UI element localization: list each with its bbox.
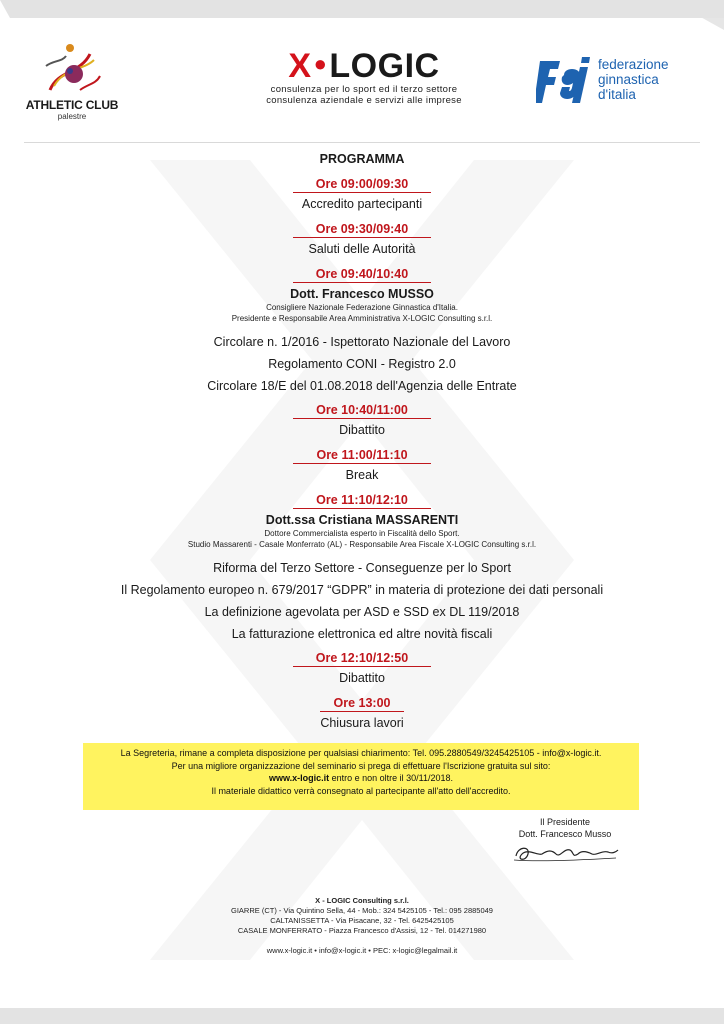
athletic-club-logo: [22, 40, 122, 121]
slot-6-speaker: Dott.ssa Cristiana MASSARENTI: [265, 513, 459, 527]
fgi-line-1: federazione: [598, 57, 669, 72]
program-title: PROGRAMMA: [319, 152, 405, 166]
info-line-3-rest: entro e non oltre il 30/11/2018.: [329, 773, 454, 783]
athletic-club-name: ATHLETIC CLUB: [25, 98, 119, 112]
footer: [160, 896, 564, 956]
slot-3-topic: Circolare 18/E del 01.08.2018 dell'Agenzia delle Entrate: [207, 379, 517, 393]
xlogic-brand-rest: LOGIC: [329, 47, 440, 85]
xlogic-tagline-1: consulenza per lo sport ed il terzo settore: [270, 84, 458, 95]
president-title: Il Presidente: [539, 817, 591, 827]
slot-5-text: Break: [345, 468, 379, 482]
slot-1-time: Ore 09:00/09:30: [293, 176, 431, 193]
slot-4-time: Ore 10:40/11:00: [293, 402, 431, 419]
program-section: [62, 152, 662, 740]
xlogic-logo: [236, 46, 492, 106]
slot-3-topic: Regolamento CONI - Registro 2.0: [268, 357, 456, 371]
slot-6-role-1: Dottore Commercialista esperto in Fiscalità dello Sport.: [264, 529, 460, 538]
athletic-club-sub: palestre: [57, 112, 87, 121]
footer-company: X - LOGIC Consulting s.r.l.: [315, 896, 409, 905]
header-divider: [24, 142, 700, 143]
xlogic-dot-icon: ●: [313, 51, 328, 76]
fgi-emblem-icon: [536, 53, 596, 109]
slot-5-time: Ore 11:00/11:10: [293, 447, 431, 464]
slot-2-text: Saluti delle Autorità: [308, 242, 416, 256]
footer-address-3: CASALE MONFERRATO - Piazza Francesco d'Assisi, 12 - Tel. 014271980: [237, 926, 487, 935]
slot-4-text: Dibattito: [339, 423, 385, 437]
xlogic-tagline-2: consulenza aziendale e servizi alle imprese: [266, 95, 462, 106]
signature-icon: [512, 838, 622, 868]
slot-3-topics: [62, 334, 662, 394]
slot-8-time: Ore 13:00: [320, 695, 404, 712]
slot-3-speaker: Dott. Francesco MUSSO: [290, 287, 434, 301]
slot-1-text: Accredito partecipanti: [301, 197, 423, 211]
slot-6-topic: Riforma del Terzo Settore - Conseguenze per lo Sport: [213, 561, 511, 575]
slot-8-text: Chiusura lavori: [320, 716, 404, 730]
fgi-text: [598, 57, 669, 102]
slot-6-topics: [62, 560, 662, 642]
info-line-4: Il materiale didattico verrà consegnato al partecipante all'atto dell'accredito.: [211, 785, 511, 796]
xlogic-brand-x: X: [288, 47, 312, 85]
info-box: [83, 743, 639, 810]
athletic-club-emblem-icon: [40, 40, 104, 96]
footer-links[interactable]: www.x-logic.it • info@x-logic.it • PEC: x-logic@legalmail.it: [266, 946, 458, 955]
info-website-link[interactable]: www.x-logic.it: [268, 773, 330, 783]
slot-6-topic: La definizione agevolata per ASD e SSD ex DL 119/2018: [204, 605, 520, 619]
xlogic-brand: [236, 46, 492, 84]
slot-6-role-2: Studio Massarenti - Casale Monferrato (AL) - Responsabile Area Fiscale X-LOGIC Consulting s.r.l.: [187, 540, 537, 549]
slot-3-role-2: Presidente e Responsabile Area Amministrativa X-LOGIC Consulting s.r.l.: [231, 314, 493, 323]
slot-3-time: Ore 09:40/10:40: [293, 266, 431, 283]
slot-6-topic: La fatturazione elettronica ed altre novità fiscali: [231, 627, 493, 641]
info-line-2: Per una migliore organizzazione del seminario si prega di effettuare l'Iscrizione gratuita sul sito:: [171, 760, 551, 771]
slot-2-time: Ore 09:30/09:40: [293, 221, 431, 238]
fgi-logo: [536, 53, 696, 123]
president-block: [480, 816, 650, 840]
footer-address-1: GIARRE (CT) - Via Quintino Sella, 44 - Mob.: 324 5425105 - Tel.: 095 2885049: [231, 906, 493, 915]
slot-7-time: Ore 12:10/12:50: [293, 650, 431, 667]
slot-7-text: Dibattito: [339, 671, 385, 685]
slot-6-topic: Il Regolamento europeo n. 679/2017 “GDPR” in materia di protezione dei dati personali: [120, 583, 604, 597]
fgi-line-2: ginnastica: [598, 72, 659, 87]
slot-3-role-1: Consigliere Nazionale Federazione Ginnastica d'Italia.: [266, 303, 458, 312]
info-line-1: La Segreteria, rimane a completa disposizione per qualsiasi chiarimento: Tel. 095.2880549/3245425105 - info@x-logic.it.: [120, 748, 602, 758]
footer-address-2: CALTANISSETTA - Via Pisacane, 32 - Tel. 6425425105: [270, 916, 454, 925]
slot-3-topic: Circolare n. 1/2016 - Ispettorato Nazionale del Lavoro: [213, 335, 511, 349]
info-line-3: [83, 772, 639, 785]
fgi-line-3: d'italia: [598, 87, 636, 102]
slot-6-time: Ore 11:10/12:10: [293, 492, 431, 509]
president-name: Dott. Francesco Musso: [518, 829, 612, 839]
